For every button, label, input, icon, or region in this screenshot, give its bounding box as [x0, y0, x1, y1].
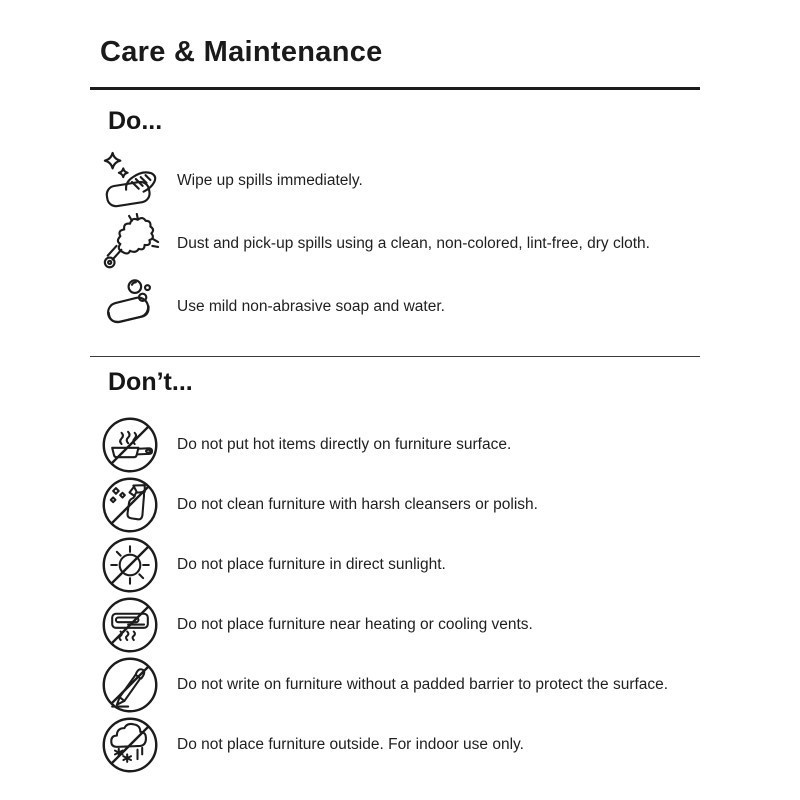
list-item [90, 475, 700, 535]
do-list [90, 150, 700, 338]
item-label: Do not clean furniture with harsh cleansers or polish. [177, 496, 538, 514]
dont-section [90, 368, 700, 775]
duster-icon [100, 213, 162, 275]
dont-heading: Don’t... [108, 368, 193, 397]
list-item [90, 150, 700, 212]
soap-bubbles-icon [100, 276, 162, 338]
no-vents-icon [100, 595, 162, 655]
list-item [90, 595, 700, 655]
title-divider [90, 87, 700, 90]
item-label: Wipe up spills immediately. [177, 172, 363, 189]
list-item [90, 213, 700, 275]
list-item [90, 715, 700, 775]
no-harsh-cleansers-icon [100, 475, 162, 535]
do-section [90, 107, 700, 338]
page-title: Care & Maintenance [100, 36, 383, 68]
item-label: Use mild non-abrasive soap and water. [177, 298, 445, 315]
item-label: Dust and pick-up spills using a clean, non-colored, lint-free, dry cloth. [177, 235, 650, 252]
no-hot-items-icon [100, 415, 162, 475]
no-direct-sunlight-icon [100, 535, 162, 595]
list-item [90, 276, 700, 338]
no-outdoor-icon [100, 715, 162, 775]
list-item [90, 415, 700, 475]
do-heading: Do... [108, 107, 163, 135]
dont-list [90, 415, 700, 775]
item-label: Do not put hot items directly on furniture surface. [177, 436, 512, 454]
item-label: Do not place furniture outside. For indoor use only. [177, 736, 524, 754]
list-item [90, 655, 700, 715]
item-label: Do not place furniture in direct sunlight. [177, 556, 446, 574]
wipe-spills-icon [100, 150, 162, 212]
item-label: Do not place furniture near heating or cooling vents. [177, 616, 533, 634]
no-writing-icon [100, 655, 162, 715]
list-item [90, 535, 700, 595]
item-label: Do not write on furniture without a padded barrier to protect the surface. [177, 676, 669, 694]
section-divider [90, 356, 700, 357]
